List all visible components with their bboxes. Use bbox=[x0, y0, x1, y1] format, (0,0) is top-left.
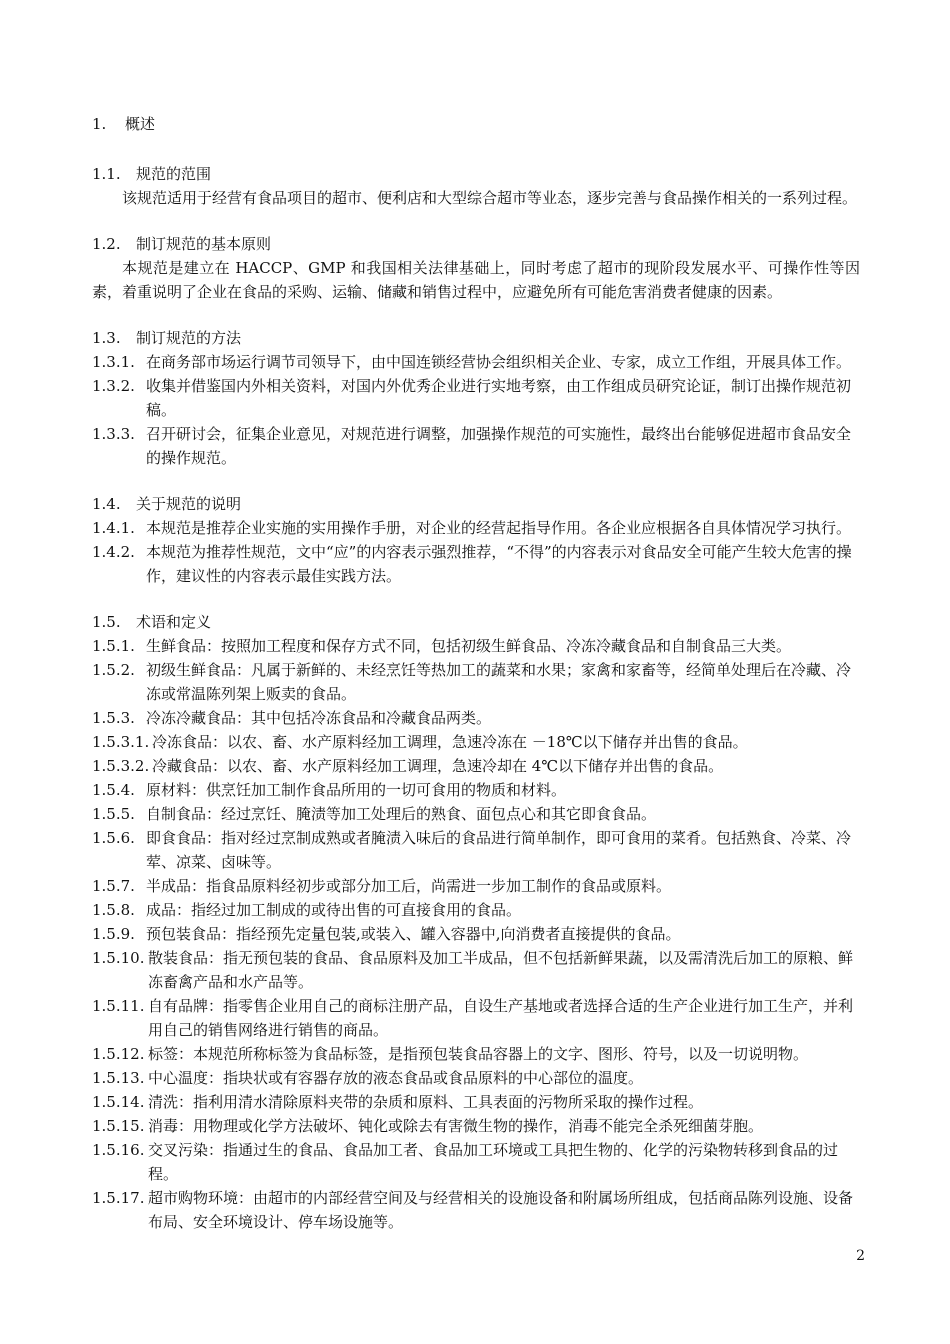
list-item bbox=[92, 350, 860, 374]
item-number: 1.5.2. bbox=[92, 661, 135, 679]
list-item bbox=[92, 898, 860, 922]
item-number: 1.5.3. bbox=[92, 709, 135, 727]
section-number: 1.5. bbox=[92, 613, 121, 631]
item-number: 1.5.13. bbox=[92, 1069, 145, 1087]
list-item bbox=[92, 754, 860, 778]
section-number: 1.4. bbox=[92, 495, 121, 513]
list-item bbox=[92, 826, 860, 874]
document-body bbox=[92, 112, 860, 1256]
section-title: 规范的范围 bbox=[136, 165, 212, 183]
item-text: 自制食品：经过烹饪、腌渍等加工处理后的熟食、面包点心和其它即食食品。 bbox=[146, 805, 657, 823]
item-text: 生鲜食品：按照加工程度和保存方式不同，包括初级生鲜食品、冷冻冷藏食品和自制食品三大类。 bbox=[146, 637, 792, 655]
item-number: 1.5.6. bbox=[92, 829, 135, 847]
section-number: 1.2. bbox=[92, 235, 121, 253]
section-heading bbox=[92, 232, 860, 256]
page-number: 2 bbox=[856, 1248, 865, 1264]
chapter-number: 1. bbox=[92, 115, 107, 133]
item-text: 标签：本规范所称标签为食品标签，是指预包装食品容器上的文字、图形、符号，以及一切说明物。 bbox=[148, 1045, 809, 1063]
section-heading bbox=[92, 610, 860, 634]
item-text: 消毒：用物理或化学方法破坏、钝化或除去有害微生物的操作，消毒不能完全杀死细菌芽胞。 bbox=[148, 1117, 764, 1135]
chapter-heading bbox=[92, 112, 860, 136]
item-number: 1.5.4. bbox=[92, 781, 135, 799]
sections-container bbox=[92, 162, 860, 1234]
item-text: 在商务部市场运行调节司领导下，由中国连锁经营协会组织相关企业、专家，成立工作组，开展具体工作。 bbox=[146, 353, 852, 371]
section-paragraph: 本规范是建立在 HACCP、GMP 和我国相关法律基础上，同时考虑了超市的现阶段发展水平、可操作性等因素，着重说明了企业在食品的采购、运输、储藏和销售过程中，应避免所有可能危害消费者健康的因素。 bbox=[92, 259, 860, 301]
item-number: 1.3.2. bbox=[92, 377, 135, 395]
item-text: 交叉污染：指通过生的食品、食品加工者、食品加工环境或工具把生物的、化学的污染物转移到食品的过程。 bbox=[148, 1141, 839, 1183]
section-number: 1.3. bbox=[92, 329, 121, 347]
item-number: 1.5.3.2. bbox=[92, 757, 150, 775]
item-number: 1.5.10. bbox=[92, 949, 145, 967]
list-item bbox=[92, 516, 860, 540]
list-item bbox=[92, 658, 860, 706]
item-text: 召开研讨会，征集企业意见，对规范进行调整，加强操作规范的可实施性，最终出台能够促进超市食品安全的操作规范。 bbox=[146, 425, 852, 467]
section bbox=[92, 162, 860, 210]
item-text: 即食食品：指对经过烹制成熟或者腌渍入味后的食品进行简单制作，即可食用的菜肴。包括熟食、冷菜、冷荤、凉菜、卤味等。 bbox=[146, 829, 852, 871]
item-text: 收集并借鉴国内外相关资料，对国内外优秀企业进行实地考察，由工作组成员研究论证，制订出操作规范初稿。 bbox=[146, 377, 852, 419]
item-number: 1.4.2. bbox=[92, 543, 135, 561]
item-text: 原材料：供烹饪加工制作食品所用的一切可食用的物质和材料。 bbox=[146, 781, 567, 799]
item-number: 1.5.15. bbox=[92, 1117, 145, 1135]
list-item bbox=[92, 540, 860, 588]
list-item bbox=[92, 922, 860, 946]
section-paragraph: 该规范适用于经营有食品项目的超市、便利店和大型综合超市等业态，逐步完善与食品操作相关的一系列过程。 bbox=[122, 189, 858, 207]
section-heading bbox=[92, 492, 860, 516]
item-number: 1.5.3.1. bbox=[92, 733, 150, 751]
item-text: 自有品牌：指零售企业用自己的商标注册产品，自设生产基地或者选择合适的生产企业进行加工生产，并利用自己的销售网络进行销售的商品。 bbox=[148, 997, 854, 1039]
section bbox=[92, 232, 860, 304]
list-item bbox=[92, 1114, 860, 1138]
item-text: 本规范是推荐企业实施的实用操作手册，对企业的经营起指导作用。各企业应根据各自具体情况学习执行。 bbox=[146, 519, 852, 537]
list-item bbox=[92, 706, 860, 730]
list-item bbox=[92, 634, 860, 658]
list-item bbox=[92, 1042, 860, 1066]
item-text: 冷藏食品：以农、畜、水产原料经加工调理，急速冷却在 4℃以下储存并出售的食品。 bbox=[152, 757, 724, 775]
list-item bbox=[92, 874, 860, 898]
item-text: 冷冻冷藏食品：其中包括冷冻食品和冷藏食品两类。 bbox=[146, 709, 492, 727]
section-number: 1.1. bbox=[92, 165, 121, 183]
item-number: 1.5.17. bbox=[92, 1189, 145, 1207]
item-number: 1.5.1. bbox=[92, 637, 135, 655]
item-text: 清洗：指利用清水清除原料夹带的杂质和原料、工具表面的污物所采取的操作过程。 bbox=[148, 1093, 704, 1111]
list-item bbox=[92, 1138, 860, 1186]
list-item bbox=[92, 422, 860, 470]
list-item bbox=[92, 1066, 860, 1090]
list-item bbox=[92, 1090, 860, 1114]
item-number: 1.3.3. bbox=[92, 425, 135, 443]
list-item bbox=[92, 1186, 860, 1234]
list-item bbox=[92, 778, 860, 802]
section-title: 术语和定义 bbox=[136, 613, 212, 631]
item-text: 预包装食品：指经预先定量包装,或装入、罐入容器中,向消费者直接提供的食品。 bbox=[146, 925, 681, 943]
list-item bbox=[92, 994, 860, 1042]
section bbox=[92, 610, 860, 1234]
section-title: 制订规范的方法 bbox=[136, 329, 242, 347]
list-item bbox=[92, 730, 860, 754]
item-text: 超市购物环境：由超市的内部经营空间及与经营相关的设施设备和附属场所组成，包括商品陈列设施、设备布局、安全环境设计、停车场设施等。 bbox=[148, 1189, 854, 1231]
item-number: 1.5.5. bbox=[92, 805, 135, 823]
section bbox=[92, 492, 860, 588]
item-text: 本规范为推荐性规范，文中“应”的内容表示强烈推荐，“不得”的内容表示对食品安全可能产生较大危害的操作，建议性的内容表示最佳实践方法。 bbox=[146, 543, 852, 585]
item-text: 半成品：指食品原料经初步或部分加工后，尚需进一步加工制作的食品或原料。 bbox=[146, 877, 672, 895]
item-number: 1.5.9. bbox=[92, 925, 135, 943]
section-heading bbox=[92, 326, 860, 350]
section-title: 制订规范的基本原则 bbox=[136, 235, 272, 253]
chapter-title: 概述 bbox=[125, 115, 156, 133]
item-text: 散装食品：指无预包装的食品、食品原料及加工半成品，但不包括新鲜果蔬，以及需清洗后加工的原粮、鲜冻畜禽产品和水产品等。 bbox=[148, 949, 854, 991]
section-heading bbox=[92, 162, 860, 186]
list-item bbox=[92, 374, 860, 422]
section bbox=[92, 326, 860, 470]
section-title: 关于规范的说明 bbox=[136, 495, 242, 513]
item-number: 1.5.12. bbox=[92, 1045, 145, 1063]
item-text: 初级生鲜食品：凡属于新鲜的、未经烹饪等热加工的蔬菜和水果；家禽和家畜等，经简单处理后在冷藏、冷冻或常温陈列架上贩卖的食品。 bbox=[146, 661, 852, 703]
item-number: 1.5.14. bbox=[92, 1093, 145, 1111]
item-number: 1.5.8. bbox=[92, 901, 135, 919]
item-number: 1.5.11. bbox=[92, 997, 145, 1015]
item-text: 冷冻食品：以农、畜、水产原料经加工调理，急速冷冻在 －18℃以下储存并出售的食品。 bbox=[152, 733, 748, 751]
list-item bbox=[92, 946, 860, 994]
item-text: 成品：指经过加工制成的或待出售的可直接食用的食品。 bbox=[146, 901, 522, 919]
item-text: 中心温度：指块状或有容器存放的液态食品或食品原料的中心部位的温度。 bbox=[148, 1069, 644, 1087]
list-item bbox=[92, 802, 860, 826]
item-number: 1.5.7. bbox=[92, 877, 135, 895]
item-number: 1.4.1. bbox=[92, 519, 135, 537]
item-number: 1.3.1. bbox=[92, 353, 135, 371]
item-number: 1.5.16. bbox=[92, 1141, 145, 1159]
